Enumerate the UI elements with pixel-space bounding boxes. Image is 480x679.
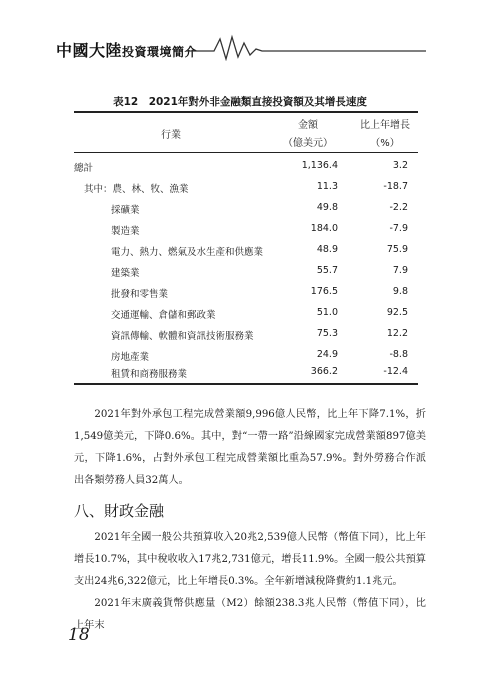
row-amount: 11.3 xyxy=(316,181,338,192)
row-amount: 75.3 xyxy=(316,328,338,339)
table-row xyxy=(74,202,418,224)
row-growth: -12.4 xyxy=(383,366,408,377)
section-heading: 八、財政金融 xyxy=(74,502,165,520)
row-label: 批發和零售業 xyxy=(111,289,169,300)
table-row xyxy=(74,286,418,308)
row-amount: 49.8 xyxy=(316,202,338,213)
row-growth: 92.5 xyxy=(386,307,408,318)
table-row xyxy=(74,328,418,350)
paragraph-text: 2021年對外承包工程完成營業額9,996億人民幣，比上年下降7.1%，折1,549億美元，下降0.6%。其中，對“一帶一路”沿線國家完成營業額897億美元，下降1.6%，占對外承包工程完成營業額比重為57.9%。對外勞務合作派出各類勞務人員32萬人。 xyxy=(74,409,426,486)
table-row-total xyxy=(74,160,418,182)
column-header-growth-unit: （%） xyxy=(370,138,400,149)
table-row xyxy=(74,265,418,287)
row-growth: 9.8 xyxy=(392,286,408,297)
header-title-small: 投資環境簡介 xyxy=(122,45,198,59)
row-label: 電力、熱力、燃氣及水生產和供應業 xyxy=(111,247,264,258)
row-growth: 3.2 xyxy=(392,160,408,171)
row-amount: 24.9 xyxy=(316,349,338,360)
row-amount: 184.0 xyxy=(310,223,338,234)
body-paragraph-fiscal xyxy=(74,527,426,637)
table-row xyxy=(74,223,418,245)
row-growth: -2.2 xyxy=(389,202,408,213)
page-header xyxy=(0,0,480,70)
row-label: 交通運輸、倉儲和郵政業 xyxy=(111,310,216,321)
row-label: 租賃和商務服務業 xyxy=(111,369,188,380)
table-top-rule xyxy=(74,111,418,113)
row-amount: 51.0 xyxy=(316,307,338,318)
row-label: 採礦業 xyxy=(111,205,140,216)
row-label: 資訊傳輸、軟體和資訊技術服務業 xyxy=(111,331,254,342)
column-header-amount-unit: （億美元） xyxy=(283,138,333,149)
row-label: 製造業 xyxy=(111,226,140,237)
body-paragraph-contracting xyxy=(74,404,426,492)
paragraph-text: 2021年全國一般公共預算收入20兆2,539億人民幣（幣值下同），比上年增長10.7%，其中稅收收入17兆2,731億元，增長11.9%。全國一般公共預算支出24兆6,322億元，比上年增長0.3%。全年新增減稅降費約1.1兆元。 xyxy=(74,532,426,587)
table-row xyxy=(74,244,418,266)
row-growth: -8.8 xyxy=(389,349,408,360)
row-growth: 7.9 xyxy=(392,265,408,276)
header-title-large: 中國大陸 xyxy=(56,41,123,60)
row-growth: 75.9 xyxy=(386,244,408,255)
row-label: 房地產業 xyxy=(111,352,150,363)
row-label: 其中：農、林、牧、漁業 xyxy=(84,184,189,195)
page-number: 18 xyxy=(68,625,90,645)
row-amount: 176.5 xyxy=(310,286,338,297)
row-amount: 48.9 xyxy=(316,244,338,255)
row-label: 建築業 xyxy=(111,268,140,279)
table-header-rule xyxy=(74,152,418,153)
row-amount: 1,136.4 xyxy=(301,160,338,171)
row-amount: 366.2 xyxy=(310,366,338,377)
heartbeat-wave-decoration xyxy=(186,33,426,61)
table-row xyxy=(74,366,418,388)
table-title: 表12 2021年對外非金融類直接投資額及其增長速度 xyxy=(113,96,367,108)
table-row xyxy=(74,307,418,329)
column-header-industry: 行業 xyxy=(161,130,181,141)
paragraph-text: 2021年末廣義貨幣供應量（M2）餘額238.3兆人民幣（幣值下同），比上年末 xyxy=(74,598,426,631)
column-header-growth: 比上年增長 xyxy=(360,120,410,131)
column-header-amount: 金額 xyxy=(298,120,318,131)
row-label: 總計 xyxy=(74,163,94,174)
row-growth: -18.7 xyxy=(383,181,408,192)
header-title xyxy=(56,38,197,61)
row-amount: 55.7 xyxy=(316,265,338,276)
row-growth: -7.9 xyxy=(389,223,408,234)
row-growth: 12.2 xyxy=(386,328,408,339)
table-row xyxy=(74,181,418,203)
